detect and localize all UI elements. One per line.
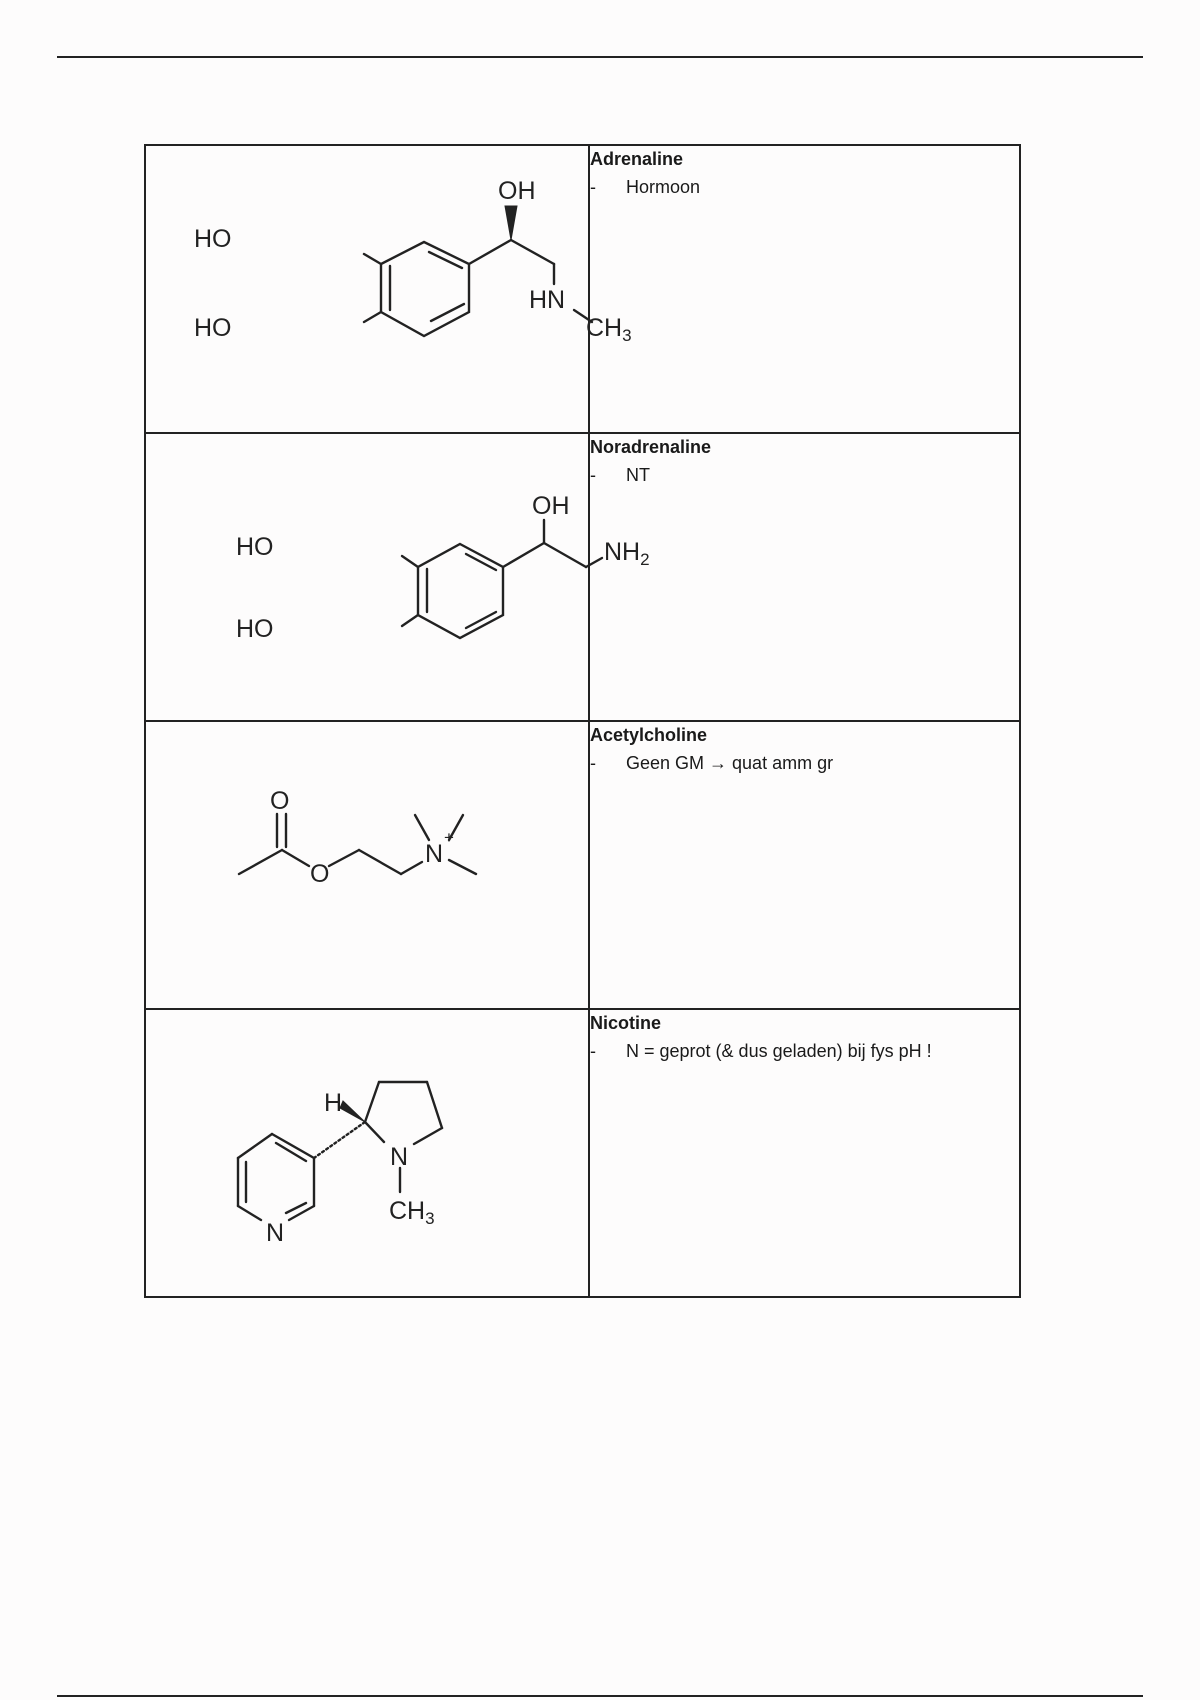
description-cell [589,433,1020,721]
table-row [145,1009,1020,1297]
molecule-name: Adrenaline [590,149,684,169]
nitrogen-label: N [425,840,444,868]
ester-oxygen-label: O [310,860,330,888]
bullet-item [590,1040,1019,1062]
table-row [145,433,1020,721]
bullet-text: NT [626,465,650,485]
pyridine-nitrogen-label: N [266,1219,285,1247]
hydrogen-label: H [324,1089,343,1117]
bullet-dash: - [590,1041,596,1061]
description-cell [589,145,1020,433]
bullet-text: N = geprot (& dus geladen) bij fys pH ! [626,1041,932,1061]
ho-label: HO [194,314,232,342]
footer-rule [57,1695,1143,1697]
pyrrolidine-nitrogen-label: N [390,1143,409,1171]
hn-label: HN [529,286,566,314]
bullet-item [590,752,1019,774]
bullet-text: Hormoon [626,177,701,197]
ho-label: HO [236,615,274,643]
bullet-text: Geen GM → quat amm gr [626,753,834,773]
bullet-dash: - [590,753,596,773]
header-rule [57,56,1143,58]
ho-label: HO [236,533,274,561]
description-cell [589,721,1020,1009]
ho-label: HO [194,225,232,253]
ch3-label: $CH_3$ [586,314,632,345]
table-row [145,721,1020,1009]
oh-label: OH [498,177,536,205]
molecule-name: Nicotine [590,1013,662,1033]
structure-cell [145,145,632,433]
bullet-item [590,176,1019,198]
nh2-label: $NH_2$ [604,538,650,569]
bullet-dash: - [590,465,596,485]
plus-charge-label: + [444,828,454,847]
structure-cell [145,1009,589,1297]
nicotine-structure-icon [146,1010,588,1296]
molecule-name: Acetylcholine [590,725,708,745]
molecule-name: Noradrenaline [590,437,712,457]
oh-label: OH [532,492,570,520]
bullet-dash: - [590,177,596,197]
description-cell [589,1009,1020,1297]
table-row [145,145,1020,433]
carbonyl-oxygen-label: O [270,787,290,815]
molecule-table [144,144,1021,1298]
ch3-label: $CH_3$ [389,1197,435,1228]
adrenaline-structure-icon [146,146,632,432]
bullet-item [590,464,1019,486]
structure-cell [145,721,589,1009]
acetylcholine-structure-icon [146,722,588,1008]
